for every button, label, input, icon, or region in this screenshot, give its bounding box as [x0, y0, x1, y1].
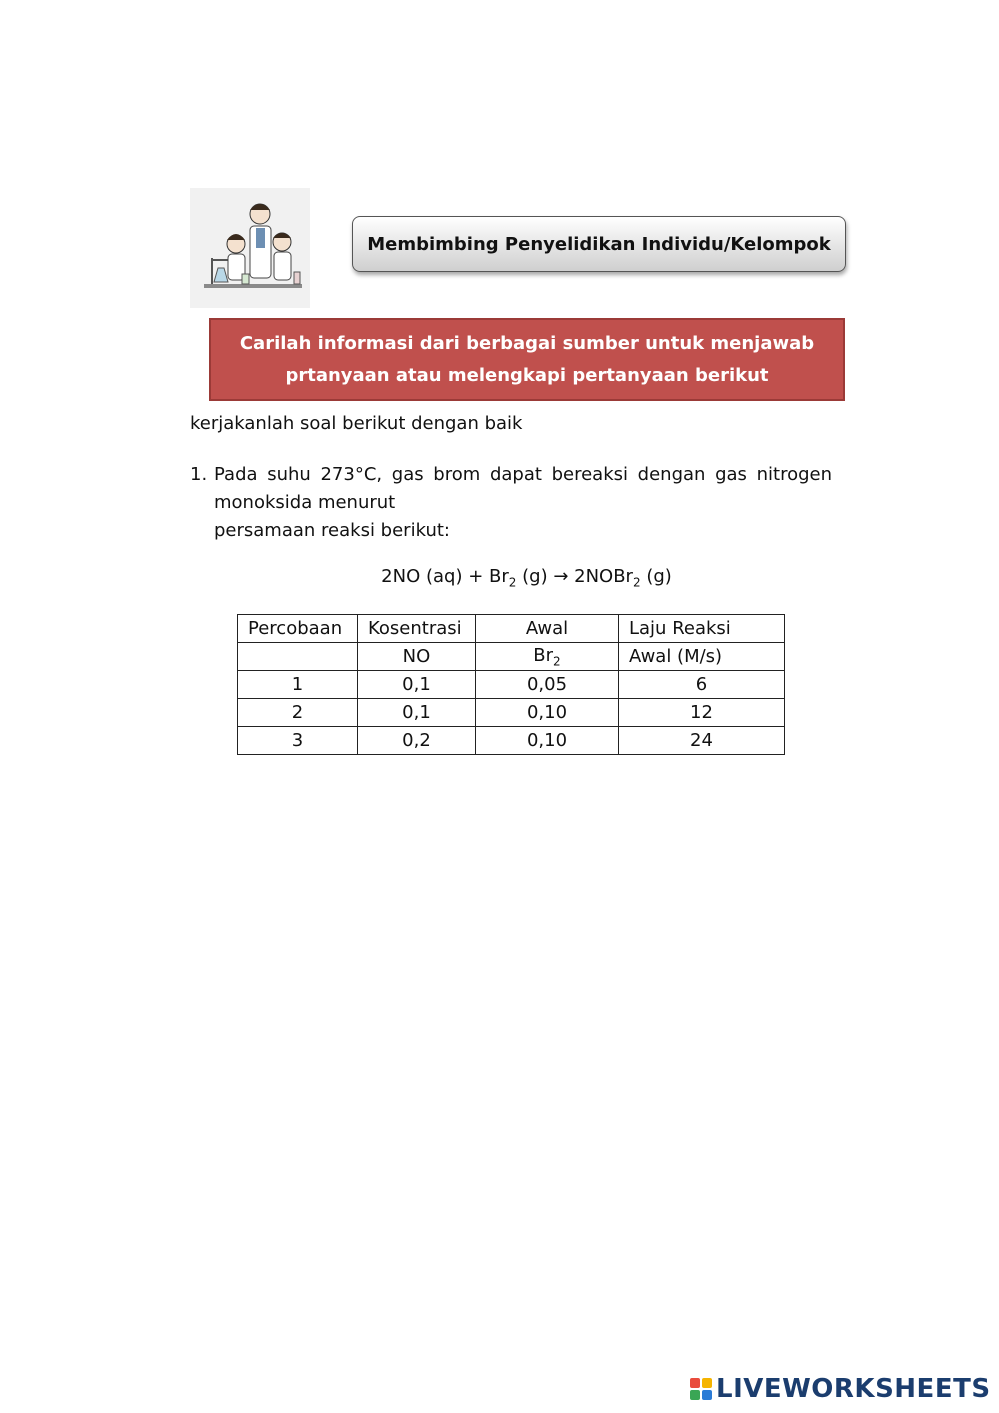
table-cell: 1: [238, 671, 358, 699]
instruction-line-1: Carilah informasi dari berbagai sumber untuk menjawab: [239, 332, 815, 354]
br-subscript: 2: [553, 654, 561, 669]
table-header-cell: [238, 643, 358, 671]
table-cell: 0,1: [358, 671, 476, 699]
question-1: [190, 461, 832, 545]
reaction-rate-table: [237, 614, 785, 755]
equation-subscript-1: 2: [508, 575, 517, 590]
section-title-box: [352, 216, 846, 272]
table-cell: 2: [238, 699, 358, 727]
table-header-cell: [476, 643, 619, 671]
table-header-row-2: [238, 643, 785, 671]
equation-part-2: (g) → 2NOBr: [516, 566, 633, 587]
table-cell: 0,10: [476, 727, 619, 755]
table-cell: 3: [238, 727, 358, 755]
table-cell: 0,05: [476, 671, 619, 699]
question-line-2: monoksida menurut: [214, 492, 396, 513]
table-row: [238, 727, 785, 755]
table-cell: 0,2: [358, 727, 476, 755]
br-label: Br: [533, 644, 554, 666]
instruction-line-2: prtanyaan atau melengkapi pertanyaan berikut: [285, 364, 769, 386]
question-line-1: Pada suhu 273°C, gas brom dapat bereaksi dengan gas nitrogen: [214, 464, 832, 485]
table-header-cell: NO: [358, 643, 476, 671]
scientists-illustration: [190, 188, 310, 308]
table-header-cell: Kosentrasi: [358, 615, 476, 643]
table-cell: 0,1: [358, 699, 476, 727]
table-cell: 24: [619, 727, 785, 755]
liveworksheets-logo-icon: [690, 1378, 712, 1400]
table-header-cell: Percobaan: [238, 615, 358, 643]
table-cell: 0,10: [476, 699, 619, 727]
table-header-cell: Laju Reaksi: [619, 615, 785, 643]
table-cell: 6: [619, 671, 785, 699]
table-header-cell: Awal (M/s): [619, 643, 785, 671]
instruction-banner: [209, 318, 845, 401]
liveworksheets-logo-text: LIVEWORKSHEETS: [716, 1374, 991, 1404]
reaction-equation: [0, 566, 999, 590]
intro-text: kerjakanlah soal berikut dengan baik: [190, 413, 523, 434]
table-row: [238, 671, 785, 699]
table-row: [238, 699, 785, 727]
equation-subscript-2: 2: [632, 575, 641, 590]
liveworksheets-logo[interactable]: [690, 1374, 991, 1404]
section-title: Membimbing Penyelidikan Individu/Kelompok: [367, 233, 831, 255]
question-number: 1.: [190, 464, 208, 485]
table-header-cell: Awal: [476, 615, 619, 643]
equation-part-1: 2NO (aq) + Br: [381, 566, 509, 587]
table-header-row-1: [238, 615, 785, 643]
table-cell: 12: [619, 699, 785, 727]
equation-part-3: (g): [640, 566, 672, 587]
question-line-3: persamaan reaksi berikut:: [214, 520, 450, 541]
